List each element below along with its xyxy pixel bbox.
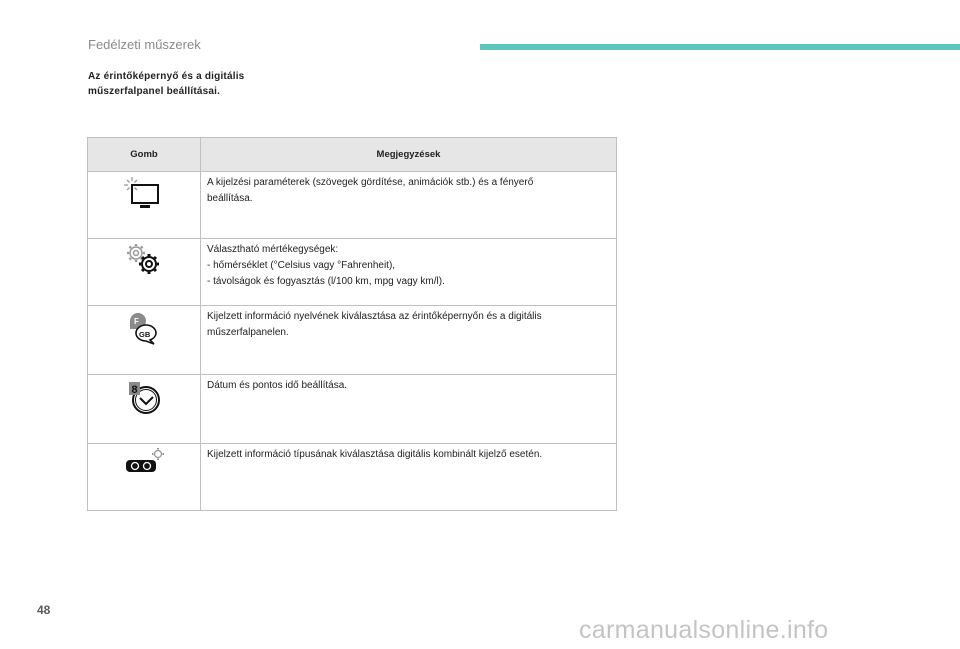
icon-cell: [88, 172, 201, 239]
language-bubble-icon: [94, 309, 194, 345]
icon-cell: [88, 375, 201, 444]
note-line: Dátum és pontos idő beállítása.: [207, 380, 348, 391]
note-line: - távolságok és fogyasztás (l/100 km, mpg vagy km/l).: [207, 276, 445, 287]
display-brightness-icon: [94, 175, 194, 211]
icon-cell: [88, 444, 201, 511]
table-row: [88, 444, 617, 511]
table-row: [88, 239, 617, 306]
table-row: [88, 172, 617, 239]
section-title: Fedélzeti műszerek: [88, 37, 201, 52]
instrument-cluster-icon: [94, 447, 194, 477]
column-header-notes: Megjegyzések: [201, 138, 617, 172]
note-line: A kijelzési paraméterek (szövegek gördítése, animációk stb.) és a fényerő: [207, 177, 534, 188]
units-gears-icon: [94, 242, 194, 278]
language-icon-bottom-text: GB: [139, 330, 151, 339]
table-header-row: [88, 138, 617, 172]
page-number: 48: [37, 603, 51, 617]
table-row: [88, 375, 617, 444]
row-note: [201, 239, 617, 306]
note-line: Kijelzett információ nyelvének kiválasztása az érintőképernyőn és a digitális: [207, 311, 542, 322]
settings-table: [87, 137, 617, 511]
intro-heading: [88, 69, 308, 99]
note-line: beállítása.: [207, 193, 253, 204]
note-line: Választható mértékegységek:: [207, 244, 339, 255]
icon-cell: [88, 306, 201, 375]
row-note: [201, 375, 617, 444]
note-line: - hőmérséklet (°Celsius vagy °Fahrenheit),: [207, 260, 396, 271]
row-note: [201, 306, 617, 375]
note-line: Kijelzett információ típusának kiválasztása digitális kombinált kijelző esetén.: [207, 449, 543, 460]
header-accent-bar: [480, 44, 960, 50]
intro-line-2: műszerfalpanel beállításai.: [88, 86, 221, 97]
row-note: [201, 172, 617, 239]
row-note: [201, 444, 617, 511]
table-row: [88, 306, 617, 375]
watermark: carmanualsonline.info: [579, 616, 829, 644]
clock-icon-text: 8: [131, 384, 138, 396]
column-header-button: Gomb: [88, 138, 201, 172]
intro-line-1: Az érintőképernyő és a digitális: [88, 71, 245, 82]
language-icon-top-text: F: [134, 317, 139, 326]
clock-icon: [94, 378, 194, 416]
note-line: műszerfalpanelen.: [207, 327, 289, 338]
icon-cell: [88, 239, 201, 306]
